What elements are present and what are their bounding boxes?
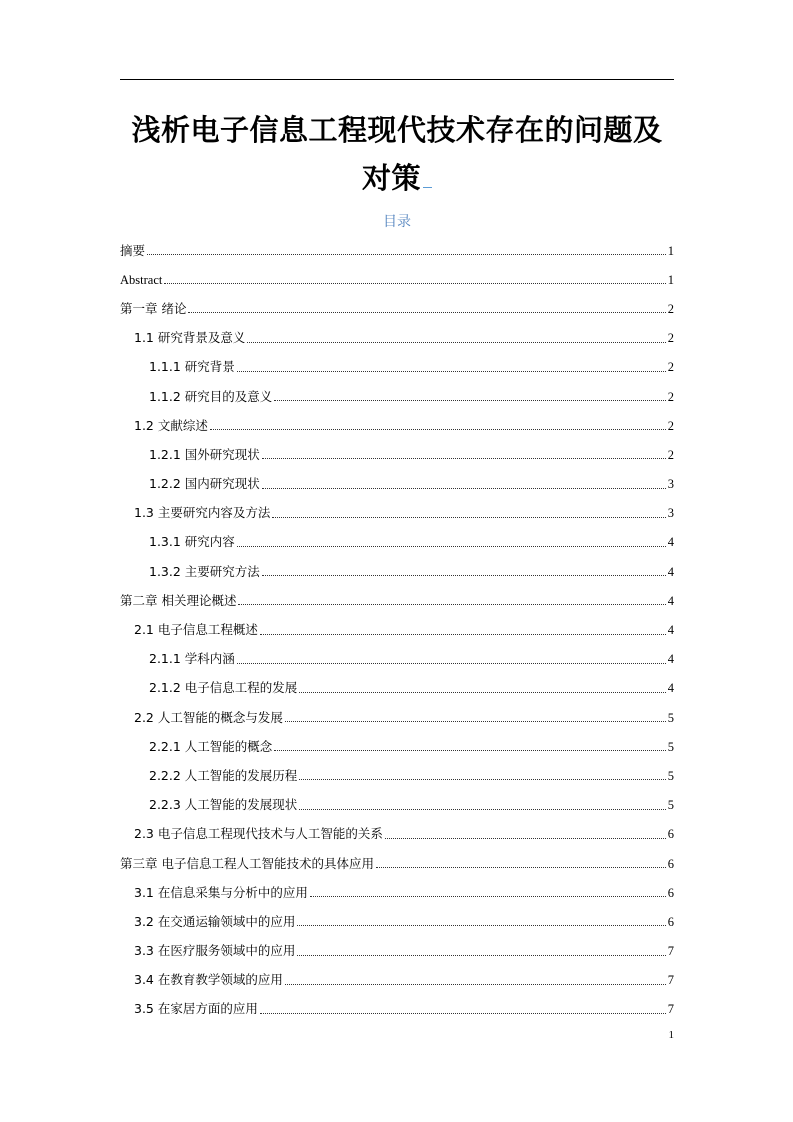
toc-entry[interactable] (120, 791, 674, 820)
toc-entry-label: 2.2 人工智能的概念与发展 (134, 709, 283, 725)
toc-dot-leader (260, 1003, 666, 1014)
toc-entry[interactable] (120, 761, 674, 790)
toc-entry-label: 3.1 在信息采集与分析中的应用 (134, 884, 308, 900)
toc-entry-page: 4 (667, 623, 674, 638)
toc-entry[interactable] (120, 411, 674, 440)
document-title (110, 106, 684, 202)
page-number: 1 (668, 1029, 674, 1041)
toc-dot-leader (299, 682, 665, 693)
toc-entry[interactable] (120, 966, 674, 995)
toc-entry-label: 1.2.1 国外研究现状 (149, 446, 260, 462)
toc-dot-leader (262, 448, 666, 459)
toc-entry-label: 3.2 在交通运输领域中的应用 (134, 913, 296, 929)
toc-dot-leader (262, 565, 666, 576)
toc-entry-page: 3 (667, 506, 674, 521)
toc-dot-leader (238, 594, 665, 605)
toc-entry-page: 6 (667, 914, 674, 929)
toc-entry-label: Abstract (120, 272, 163, 287)
toc-entry[interactable] (120, 440, 674, 469)
toc-entry-label: 2.1.1 学科内涵 (149, 651, 235, 667)
toc-entry-label: 1.2 文献综述 (134, 417, 208, 433)
toc-dot-leader (285, 974, 666, 985)
toc-entry-label: 1.2.2 国内研究现状 (149, 476, 260, 492)
toc-entry-label: 3.4 在教育教学领域的应用 (134, 972, 283, 988)
toc-entry-page: 5 (667, 739, 674, 754)
toc-entry-page: 4 (667, 593, 674, 608)
toc-entry[interactable] (120, 586, 674, 615)
toc-entry[interactable] (120, 265, 674, 294)
toc-entry[interactable] (120, 674, 674, 703)
toc-entry-page: 1 (667, 243, 674, 258)
toc-entry-page: 4 (667, 681, 674, 696)
toc-entry[interactable] (120, 645, 674, 674)
toc-entry[interactable] (120, 528, 674, 557)
header-rule (120, 79, 674, 80)
toc-dot-leader (164, 273, 665, 284)
toc-entry-page: 4 (667, 652, 674, 667)
toc-dot-leader (272, 507, 665, 518)
toc-entry-label: 3.3 在医疗服务领域中的应用 (134, 943, 296, 959)
toc-entry-label: 第二章 相关理论概述 (120, 592, 237, 608)
toc-dot-leader (299, 799, 665, 810)
toc-entry[interactable] (120, 995, 674, 1024)
toc-entry-page: 7 (667, 944, 674, 959)
toc-entry-label: 第三章 电子信息工程人工智能技术的具体应用 (120, 855, 374, 871)
toc-dot-leader (299, 769, 665, 780)
toc-entry-label: 2.1 电子信息工程概述 (134, 622, 258, 638)
toc-dot-leader (210, 419, 666, 430)
table-of-contents (120, 236, 674, 1024)
toc-entry[interactable] (120, 382, 674, 411)
toc-entry[interactable] (120, 878, 674, 907)
toc-entry-label: 1.3.2 主要研究方法 (149, 563, 260, 579)
toc-entry-label: 2.2.1 人工智能的概念 (149, 738, 273, 754)
toc-entry-page: 1 (667, 272, 674, 287)
toc-entry-page: 5 (667, 710, 674, 725)
toc-entry-page: 3 (667, 477, 674, 492)
toc-entry[interactable] (120, 470, 674, 499)
toc-entry-page: 7 (667, 973, 674, 988)
toc-dot-leader (237, 536, 666, 547)
toc-dot-leader (147, 244, 666, 255)
toc-entry-page: 2 (667, 447, 674, 462)
toc-entry[interactable] (120, 703, 674, 732)
toc-dot-leader (385, 828, 666, 839)
toc-entry-label: 1.3 主要研究内容及方法 (134, 505, 271, 521)
toc-entry-page: 6 (667, 827, 674, 842)
toc-entry-label: 2.2.2 人工智能的发展历程 (149, 767, 298, 783)
toc-entry[interactable] (120, 849, 674, 878)
toc-entry-label: 2.2.3 人工智能的发展现状 (149, 797, 298, 813)
toc-entry-page: 2 (667, 331, 674, 346)
toc-dot-leader (262, 478, 666, 489)
toc-entry[interactable] (120, 937, 674, 966)
title-line-1: 浅析电子信息工程现代技术存在的问题及 (131, 113, 663, 147)
toc-entry-page: 4 (667, 564, 674, 579)
title-line-2: 对策 (361, 161, 421, 195)
toc-entry-label: 第一章 绪论 (120, 300, 187, 316)
toc-dot-leader (310, 886, 666, 897)
text-cursor-marker (423, 187, 432, 188)
toc-entry[interactable] (120, 732, 674, 761)
toc-dot-leader (285, 711, 666, 722)
toc-dot-leader (297, 945, 665, 956)
toc-entry-page: 7 (667, 1002, 674, 1017)
toc-entry-label: 摘要 (120, 242, 146, 258)
toc-entry-label: 1.1.2 研究目的及意义 (149, 388, 273, 404)
toc-entry[interactable] (120, 499, 674, 528)
toc-dot-leader (237, 361, 666, 372)
toc-entry-label: 1.3.1 研究内容 (149, 534, 235, 550)
toc-entry[interactable] (120, 820, 674, 849)
toc-entry[interactable] (120, 324, 674, 353)
toc-dot-leader (274, 740, 665, 751)
toc-entry-page: 2 (667, 360, 674, 375)
toc-entry[interactable] (120, 615, 674, 644)
toc-entry-page: 6 (667, 885, 674, 900)
toc-entry[interactable] (120, 557, 674, 586)
toc-entry[interactable] (120, 907, 674, 936)
toc-dot-leader (297, 915, 665, 926)
toc-entry-page: 6 (667, 856, 674, 871)
toc-entry[interactable] (120, 236, 674, 265)
toc-dot-leader (376, 857, 666, 868)
toc-dot-leader (274, 390, 665, 401)
toc-entry-page: 5 (667, 798, 674, 813)
toc-entry-page: 4 (667, 535, 674, 550)
toc-entry[interactable] (120, 294, 674, 323)
toc-entry-page: 2 (667, 418, 674, 433)
toc-entry[interactable] (120, 353, 674, 382)
toc-dot-leader (260, 624, 666, 635)
toc-heading: 目录 (383, 214, 411, 230)
toc-dot-leader (188, 302, 665, 313)
toc-entry-label: 1.1 研究背景及意义 (134, 330, 246, 346)
toc-dot-leader (237, 653, 666, 664)
toc-entry-label: 3.5 在家居方面的应用 (134, 1001, 258, 1017)
toc-entry-label: 2.3 电子信息工程现代技术与人工智能的关系 (134, 826, 383, 842)
toc-entry-page: 5 (667, 768, 674, 783)
toc-entry-label: 1.1.1 研究背景 (149, 359, 235, 375)
toc-entry-page: 2 (667, 389, 674, 404)
toc-entry-label: 2.1.2 电子信息工程的发展 (149, 680, 298, 696)
toc-dot-leader (247, 332, 665, 343)
toc-entry-page: 2 (667, 301, 674, 316)
